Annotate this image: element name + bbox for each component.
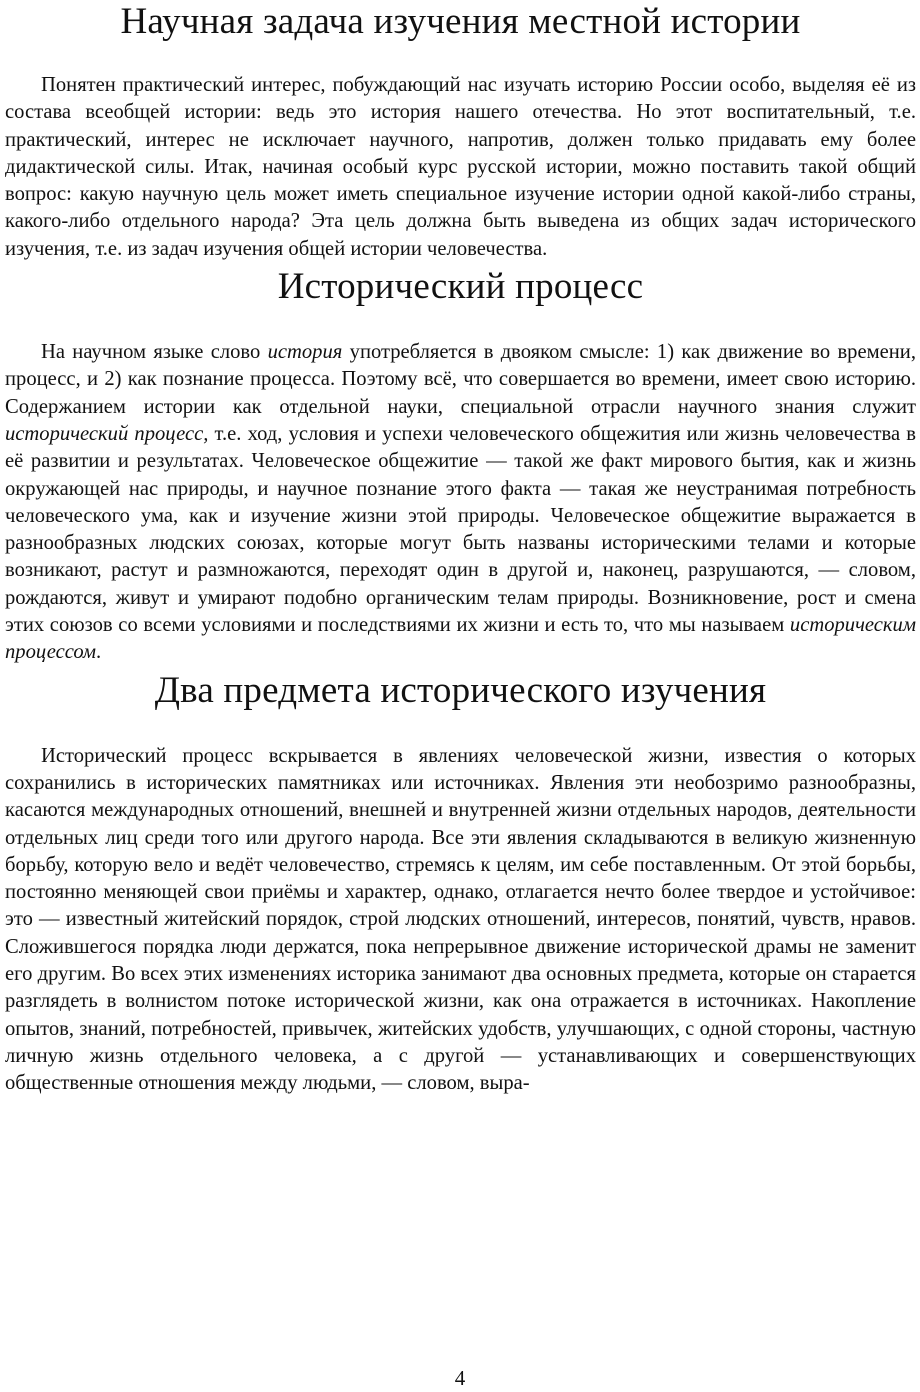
- paragraph-text: употребляется в двояком смысле: 1) как движение во времени, процесс, и 2) как познание процесса. Поэтому всё, что совершается во времени, имеет свою историю. Содержанием истории как отдельной науки, специальной отрасли научного знания служит: [5, 341, 916, 418]
- italic-term-historical-process: исторический процесс,: [5, 422, 209, 445]
- paragraph-text: Исторический процесс вскрывается в явлениях человеческой жизни, известия о которых сохранились в исторических памятниках или источниках. Явления эти необозримо разнообразны, касаются международных отношений, внешней и внутренней жизни отдельных народов, деятельности отдельных лиц среди того или другого народа. Все эти явления складываются в великую жизненную борьбу, которую вело и ведёт человечество, стремясь к целям, им себе поставленным. От этой борьбы, постоянно меняющей свои приёмы и характер, однако, отлагается нечто более твердое и устойчивое: это — известный житейский порядок, строй людских отношений, интересов, понятий, чувств, нравов. Сложившегося порядка люди держатся, пока непрерывное движение исторической драмы не заменит его другим. Во всех этих изменениях историка занимают два основных предмета, которые он старается разглядеть в волнистом потоке исторической жизни, как она отражается в источниках. Накопление опытов, знаний, потребностей, привычек, житейских удобств, улучшающих, с одной стороны, частную личную жизнь отдельного человека, а с другой — устанавливающих и совершенствующих общественные отношения между людьми, — словом, выра-: [5, 744, 916, 1095]
- section-heading-historical-process: Исторический процесс: [277, 266, 644, 308]
- page-number: 4: [454, 1366, 466, 1390]
- paragraph-historical-process: [5, 339, 916, 667]
- paragraph-text: т.е. ход, условия и успехи человеческого общежития или жизнь человечества в её развитии и результатах. Человеческое общежитие — такой же факт мирового бытия, как и жизнь окружающей нас природы, и научное познание этого факта — такая же неустранимая потребность человеческого ума, как и изучение жизни этой природы. Человеческое общежитие выражается в разнообразных людских союзах, которые могут быть названы историческими телами и которые возникают, растут и размножаются, переходят один в другой и, наконец, разрушаются, — словом, рождаются, живут и умирают подобно органическим телам природы. Возникновение, рост и смена этих союзов со всеми условиями и последствиями их жизни и есть то, что мы называем: [5, 422, 916, 637]
- paragraph-text: .: [96, 641, 102, 664]
- section-heading-two-subjects: Два предмета исторического изучения: [154, 669, 767, 711]
- italic-term-historical-process-instr: историческим процессом: [5, 614, 916, 664]
- paragraph-text: Понятен практический интерес, побуждающий нас изучать историю России особо, выделяя её из состава всеобщей истории: ведь это история нашего отечества. Но этот воспитательный, т.е. практический, интерес не исключает научного, напротив, должен только придавать ему более дидактической силы. Итак, начиная особый курс русской истории, можно поставить такой общий вопрос: какую научную цель может иметь специальное изучение истории одной какой-либо страны, какого-либо отдельного народа? Эта цель должна быть выведена из общих задач исторического изучения, т.е. из задач изучения общей истории человечества.: [5, 74, 916, 260]
- paragraph-local-history: [5, 72, 916, 263]
- paragraph-two-subjects: [5, 743, 916, 1098]
- section-heading-local-history: Научная задача изучения местной истории: [120, 1, 801, 42]
- italic-term-history: история: [267, 341, 343, 364]
- paragraph-text: На научном языке слово: [41, 341, 268, 364]
